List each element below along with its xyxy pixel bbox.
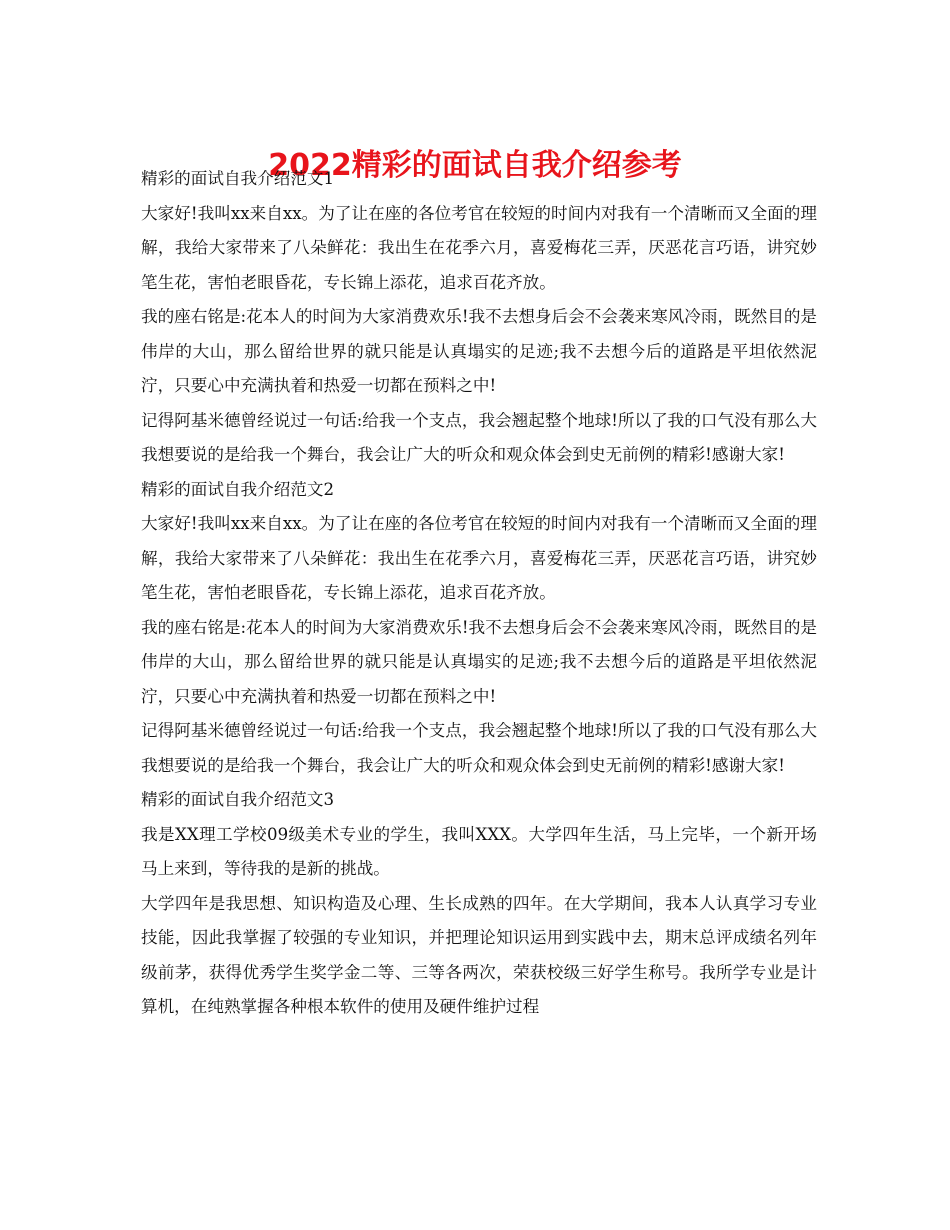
paragraph: 大家好!我叫xx来自xx。为了让在座的各位考官在较短的时间内对我有一个清晰而又全面的理解，我给大家带来了八朵鲜花：我出生在花季六月，喜爱梅花三弄，厌恶花言巧语，讲究妙笔生花，害怕老眼昏花，专长锦上添花，追求百花齐放。 — [141, 203, 817, 292]
paragraph: 我的座右铭是:花本人的时间为大家消费欢乐!我不去想身后会不会袭来寒风冷雨，既然目的是伟岸的大山，那么留给世界的就只能是认真塌实的足迹;我不去想今后的道路是平坦依然泥泞，只要心中充满执着和热爱一切都在预料之中! — [141, 617, 818, 706]
paragraph: 我的座右铭是:花本人的时间为大家消费欢乐!我不去想身后会不会袭来寒风冷雨，既然目的是伟岸的大山，那么留给世界的就只能是认真塌实的足迹;我不去想今后的道路是平坦依然泥泞，只要心中充满执着和热爱一切都在预料之中! — [141, 307, 818, 395]
document-body — [141, 162, 817, 1025]
section-heading-2: 精彩的面试自我介绍范文2 — [141, 479, 335, 499]
paragraph: 记得阿基米德曾经说过一句话:给我一个支点，我会翘起整个地球!所以了我的口气没有那么大我想要说的是给我一个舞台，我会让广大的听众和观众体会到史无前例的精彩!感谢大家! — [141, 410, 818, 464]
paragraph: 大学四年是我思想、知识构造及心理、生长成熟的四年。在大学期间，我本人认真学习专业技能，因此我掌握了较强的专业知识，并把理论知识运用到实践中去，期末总评成绩名列年级前茅，获得优秀学生奖学金二等、三等各两次，荣获校级三好学生称号。我所学专业是计算机，在纯熟掌握各种根本软件的使用及硬件维护过程 — [141, 893, 817, 1016]
document-title: 2022精彩的面试自我介绍参考 — [268, 148, 682, 184]
paragraph: 我是XX理工学校09级美术专业的学生，我叫XXX。大学四年生活，马上完毕，一个新开场马上来到，等待我的是新的挑战。 — [141, 824, 817, 878]
paragraph: 大家好!我叫xx来自xx。为了让在座的各位考官在较短的时间内对我有一个清晰而又全面的理解，我给大家带来了八朵鲜花：我出生在花季六月，喜爱梅花三弄，厌恶花言巧语，讲究妙笔生花，害怕老眼昏花，专长锦上添花，追求百花齐放。 — [141, 514, 817, 602]
section-heading-3: 精彩的面试自我介绍范文3 — [141, 790, 335, 809]
section-heading-1: 精彩的面试自我介绍范文1 — [141, 169, 335, 188]
paragraph: 记得阿基米德曾经说过一句话:给我一个支点，我会翘起整个地球!所以了我的口气没有那么大我想要说的是给我一个舞台，我会让广大的听众和观众体会到史无前例的精彩!感谢大家! — [141, 721, 818, 775]
